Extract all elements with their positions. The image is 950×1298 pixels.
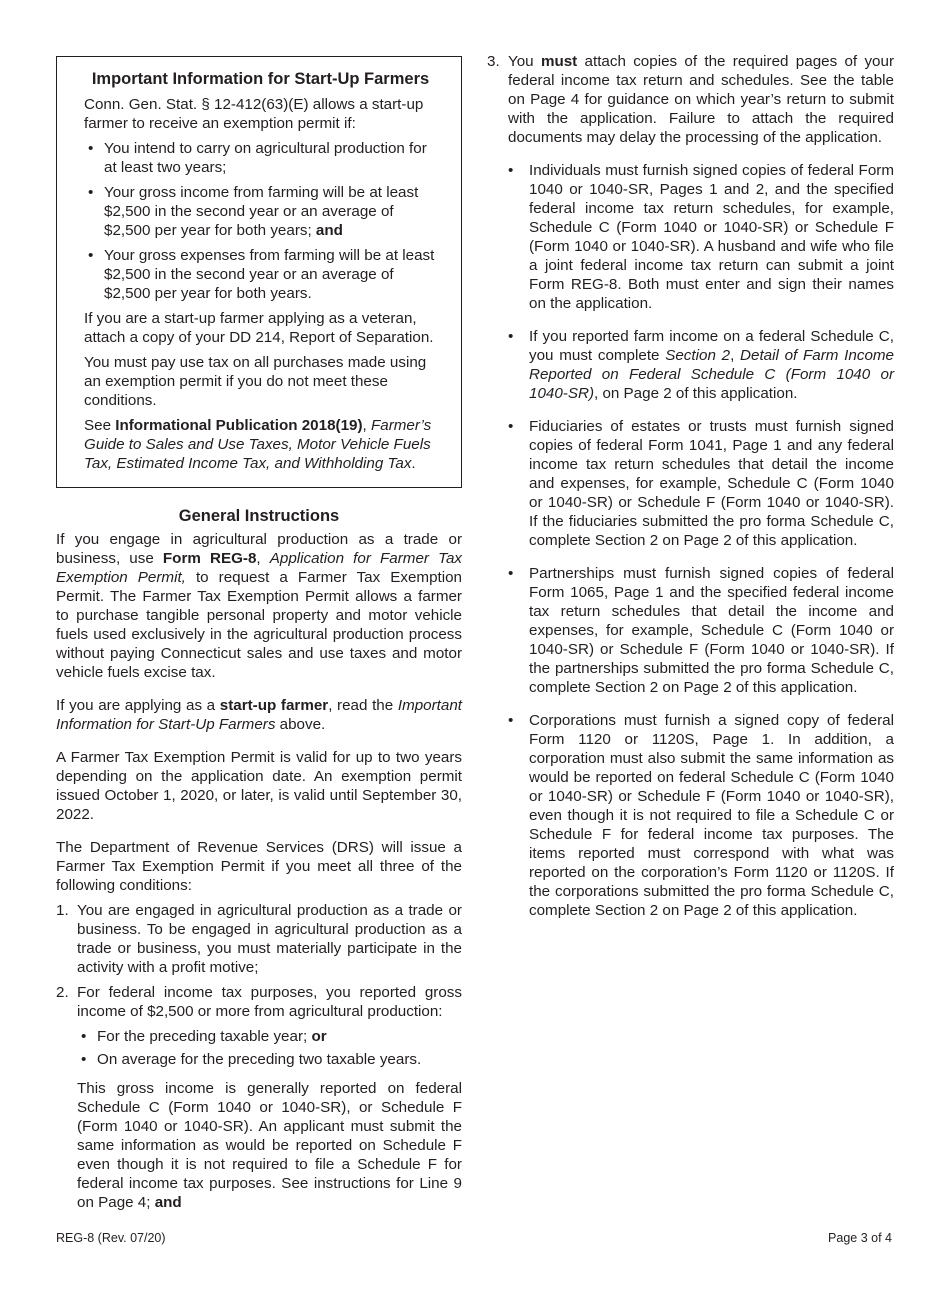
text-bold: or — [311, 1028, 327, 1045]
general-instructions — [56, 507, 462, 1212]
item-text: Your gross expenses from farming will be at least $2,500 in the second year or an average of $2,500 per year for both years. — [104, 247, 435, 302]
box-title: Important Information for Start-Up Farmers — [91, 70, 430, 88]
condition-1 — [56, 901, 462, 977]
text-bold: start-up farmer — [219, 697, 329, 714]
veteran-note: If you are a start-up farmer applying as a veteran, attach a copy of your DD 214, Report of Separation. — [84, 310, 434, 346]
list-item — [77, 1050, 462, 1069]
startup-farmers-box — [56, 56, 462, 488]
condition-2 — [56, 983, 462, 1212]
list-item: • Corporations must furnish a signed copy of federal Form 1120 or 1120S, Page 1. In addition, a corporation must also submit the same information as would be reported on federal Schedule C (Form 1040 or 1040-SR) or Schedule F (Form 1040 or 1040-SR), even though it is not required to file a Schedule C or Schedule F for federal income tax purposes. The items reported must correspond with what was reported on the corporation’s Form 1120 or 1120S. If the corporations submitted the pro forma Schedule C, complete Section 2 on Page 2 of this application. — [508, 711, 894, 920]
number: 3. — [487, 53, 500, 70]
text: On average for the preceding two taxable years. — [97, 1051, 422, 1068]
text-italic: Important Information for Start-Up Farmers — [56, 697, 462, 733]
text: For the preceding taxable year; — [97, 1028, 312, 1045]
columns — [56, 0, 894, 1218]
text: For federal income tax purposes, you reported gross income of $2,500 or more from agricultural production: — [77, 984, 462, 1020]
footer — [56, 1218, 894, 1298]
list-item: • Fiduciaries of estates or trusts must furnish signed copies of federal Form 1041, Page 1 and any federal income tax return schedules that detail the income and expenses, for example, Schedule C (Form 1040 or 1040-SR) or Schedule F (Form 1040 or 1040-SR). If the fiduciaries submitted the pro forma Schedule C, complete Section 2 on Page 2 of this application. — [508, 417, 894, 550]
text: You — [508, 53, 541, 70]
form-id: REG-8 (Rev. 07/20) — [56, 1231, 166, 1245]
text: This gross income is generally reported on federal Schedule C (Form 1040 or 1040-SR), or Schedule F (Form 1040 or 1040-SR). An applicant must submit the same information as would be reported on Schedule F even though it is not required to file a Schedule F for federal income tax purposes. See instructions for Line 9 on Page 4; — [77, 1080, 462, 1211]
page-number: Page 3 of 4 — [828, 1231, 892, 1245]
text-bold: and — [154, 1194, 182, 1211]
text: If you reported farm income on a federal Schedule C, you must complete — [529, 328, 894, 364]
item-text: Your gross income from farming will be at least $2,500 in the second year or an average of $2,500 per year for both years; — [104, 184, 419, 239]
text-bold: must — [540, 53, 578, 70]
text-italic: Detail of Farm Income Reported on Federal Schedule C (Form 1040 or 1040-SR) — [529, 347, 894, 402]
box-intro: Conn. Gen. Stat. § 12-412(63)(E) allows a start-up farmer to receive an exemption permit if: — [84, 96, 424, 132]
text: , — [362, 417, 371, 434]
text: If you are applying as a — [56, 697, 220, 714]
list-item: • Partnerships must furnish signed copies of federal Form 1065, Page 1 and the specified federal income tax return schedules that detail the income and expenses, for example, Schedule C (Form 1040 or 1040-SR) or Schedule F (Form 1040 or 1040-SR). If the partnerships submitted the pro forma Schedule C, complete Section 2 on Page 2 of this application. — [508, 564, 894, 697]
publication-title: Farmer’s Guide to Sales and Use Taxes, Motor Vehicle Fuels Tax, Estimated Income Tax, and Withholding Tax — [84, 417, 432, 472]
left-column — [56, 0, 462, 1218]
right-column — [487, 0, 894, 1218]
conditions-list-continued — [487, 52, 894, 920]
text: , — [256, 550, 270, 567]
text: You are engaged in agricultural production as a trade or business. To be engaged in agricultural production as a trade or business, you must materially participate in the activity with a profit motive; — [77, 902, 462, 976]
section-title: General Instructions — [178, 507, 340, 525]
paragraph: A Farmer Tax Exemption Permit is valid for up to two years depending on the application date. An exemption permit issued October 1, 2020, or later, is valid until September 30, 2022. — [56, 749, 462, 823]
paragraph: The Department of Revenue Services (DRS) will issue a Farmer Tax Exemption Permit if you meet all three of the following conditions: — [56, 839, 462, 894]
text: , on Page 2 of this application. — [594, 385, 798, 402]
text: , — [730, 347, 741, 364]
use-tax-note: You must pay use tax on all purchases made using an exemption permit if you do not meet these conditions. — [84, 354, 427, 409]
text: , read the — [328, 697, 398, 714]
condition-3 — [487, 52, 894, 920]
paragraph — [56, 696, 462, 734]
list-item: • Individuals must furnish signed copies of federal Form 1040 or 1040-SR, Pages 1 and 2, and the specified federal income tax return schedules, for example, Schedule C (Form 1040 or 1040-SR) or Schedule F (Form 1040 or 1040-SR). A husband and wife who file a joint federal income tax return can submit a joint Form REG-8. Both must enter and sign their names on the application. — [508, 161, 894, 313]
conditions-list — [56, 901, 462, 1212]
text: . — [411, 455, 416, 472]
sub-list — [77, 1027, 462, 1069]
number: 1. — [56, 902, 69, 919]
list-item — [508, 327, 894, 403]
box-conditions — [84, 139, 437, 303]
list-item — [84, 183, 437, 240]
list-item — [84, 139, 437, 177]
text-italic: Section 2 — [665, 347, 731, 364]
list-item — [84, 246, 437, 303]
filer-requirements — [508, 161, 894, 920]
text: attach copies of the required pages of your federal income tax return and schedules. See the table on Page 4 for guidance on which year’s return to submit with the application. Failure to attach the required documents may delay the processing of the application. — [508, 53, 894, 146]
paragraph — [56, 530, 462, 682]
number: 2. — [56, 984, 69, 1001]
text-italic: Application for Farmer Tax Exemption Permit, — [56, 550, 462, 586]
paragraph — [77, 1079, 462, 1212]
publication-ref: Informational Publication 2018(19) — [115, 417, 363, 434]
text: See — [84, 417, 116, 434]
see-publication — [84, 416, 437, 473]
list-item — [77, 1027, 462, 1046]
text: above. — [275, 716, 326, 733]
item-bold: and — [315, 222, 343, 239]
text: If you engage in agricultural production as a trade or business, use — [56, 531, 462, 567]
item-text: You intend to carry on agricultural production for at least two years; — [104, 140, 427, 176]
text: to request a Farmer Tax Exemption Permit. The Farmer Tax Exemption Permit allows a farmer to purchase tangible personal property and motor vehicle fuels used exclusively in the agricultural production process without paying Connecticut sales and use taxes and motor vehicle fuels excise tax. — [56, 569, 462, 681]
text-bold: Form REG-8 — [162, 550, 257, 567]
